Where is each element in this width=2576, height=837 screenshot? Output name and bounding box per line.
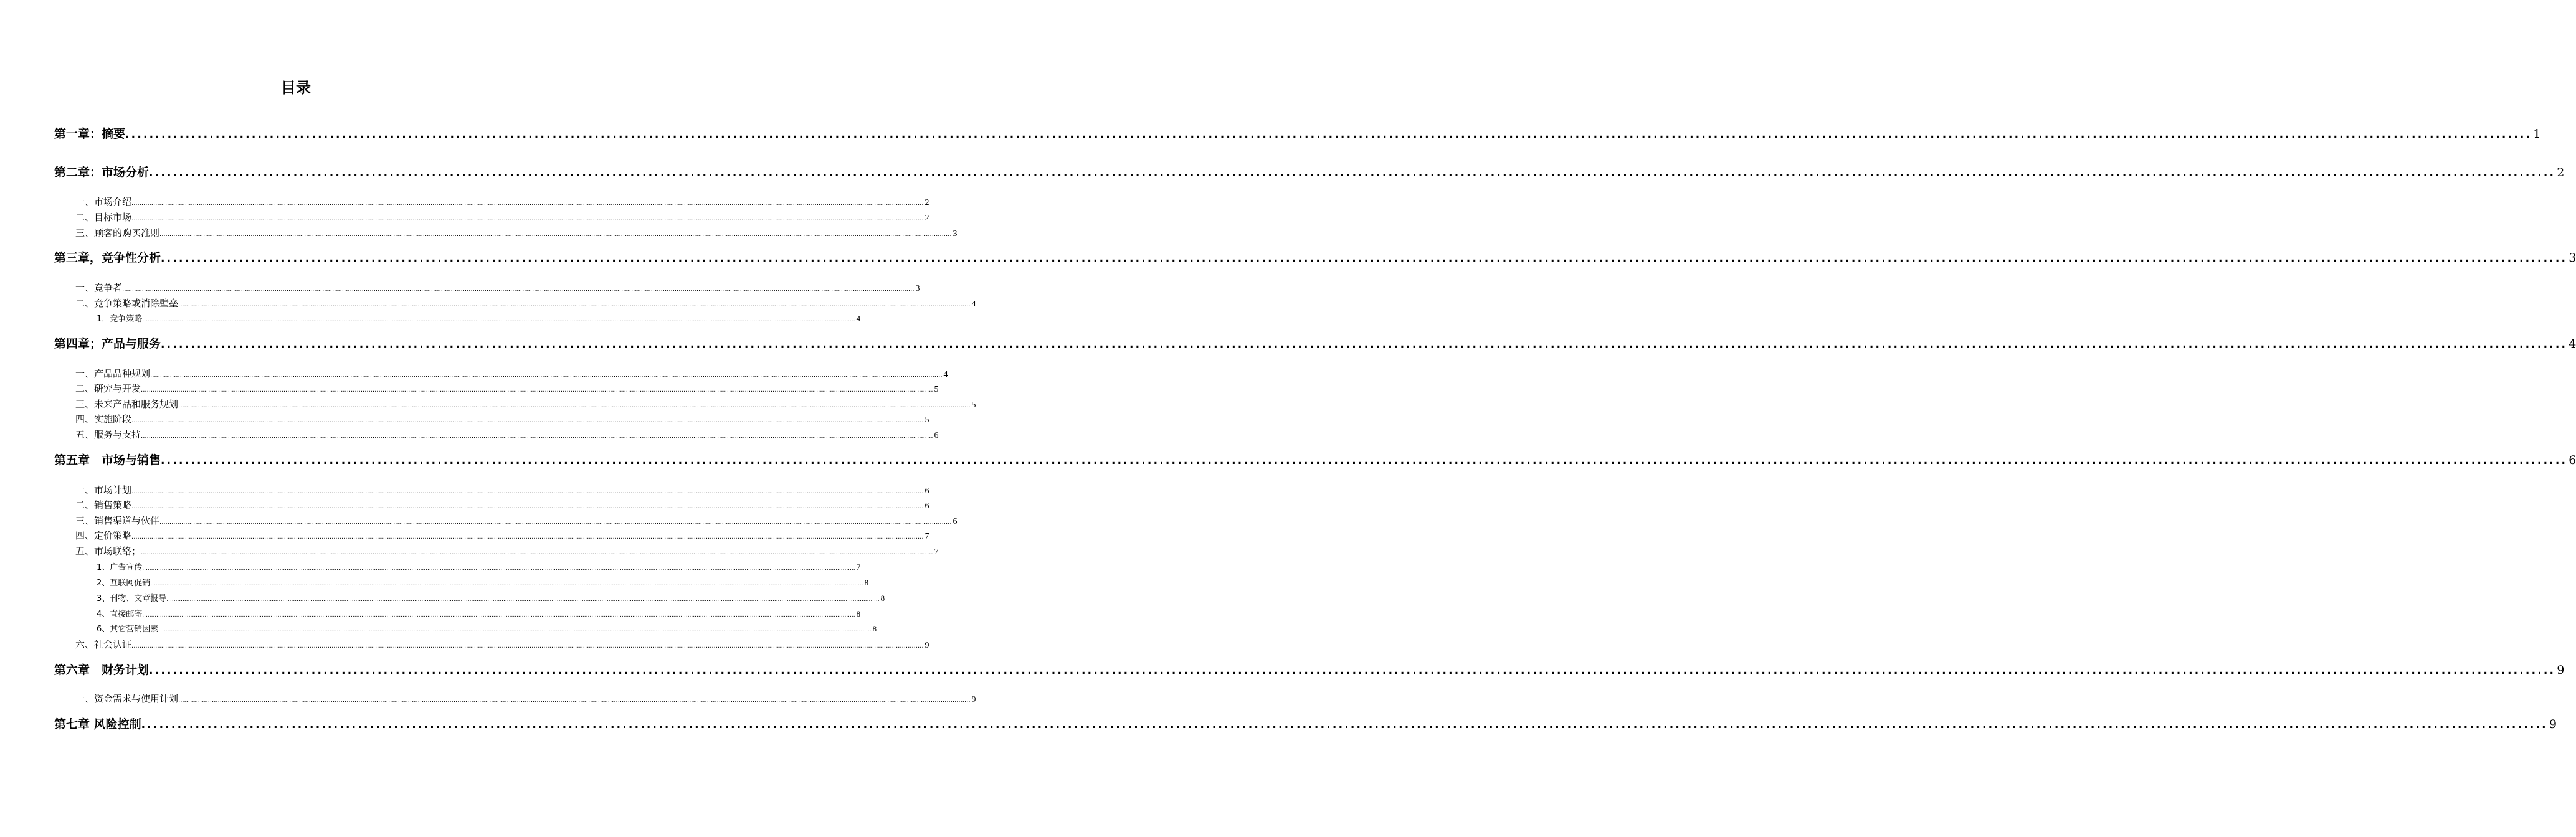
toc-chapter-entry[interactable] [54,248,2576,265]
toc-page-number: 5 [934,385,939,394]
toc-subsection-entry[interactable] [97,576,869,588]
toc-entry-label: 五、市场联络； [75,546,141,557]
toc-page-number: 6 [953,517,958,526]
dot-leader: ................................................................................................................................................................................................................................................................................................................................................................................................................ [166,597,880,603]
toc-section-entry[interactable] [75,638,929,650]
dot-leader: ................................................................................................................................................................................................................................................................................................................................................................................................................ [178,301,971,308]
toc-section-entry[interactable] [75,281,920,293]
toc-page-number: 5 [971,400,976,410]
toc-page-number: 6 [924,501,929,511]
toc-section-entry[interactable] [75,397,976,410]
toc-section-entry[interactable] [75,428,939,440]
toc-page-number: 6 [2569,453,2576,467]
toc-page-number: 3 [953,229,958,239]
toc-entry-label: 四、定价策略 [75,530,132,541]
toc-page-number: 6 [934,431,939,440]
toc-entry-label: 五、服务与支持 [75,429,141,440]
toc-chapter-entry[interactable] [54,451,2576,467]
dot-leader: ................................................................................................................................................................................................................................................................................................................................................................................................................ [142,612,855,618]
dot-leader: ................................................................................................................................................................................................................................................................................................................................................................................................................ [142,565,855,572]
toc-section-entry[interactable] [75,692,976,704]
toc-section-entry[interactable] [75,483,929,496]
toc-page-number: 3 [915,284,920,293]
toc-entry-label: 1、广告宣传 [97,563,143,572]
toc-page-number: 7 [924,532,929,541]
toc-page-number: 7 [934,547,939,557]
toc-page-number: 7 [856,562,861,572]
toc-page-number: 1 [2533,127,2541,141]
toc-section-entry[interactable] [75,412,929,425]
dot-leader: ................................................................................................................................................................................................................................................................................................................................................................................................................ [125,128,2532,141]
toc-page-number: 8 [872,624,877,633]
toc-entry-label: 四、实施阶段 [75,414,132,425]
toc-entry-label: 1．竞争策略 [97,314,143,324]
toc-entry-label: 二、目标市场 [75,212,132,223]
dot-leader: ................................................................................................................................................................................................................................................................................................................................................................................................................ [131,215,924,222]
toc-entry-label: 六、社会认证 [75,639,132,650]
toc-page-number: 4 [971,300,976,309]
toc-entry-label: 三、顾客的购买准则 [75,227,160,239]
dot-leader: ................................................................................................................................................................................................................................................................................................................................................................................................................ [131,534,924,541]
toc-page-number: 8 [880,593,885,603]
toc-page-number: 8 [864,578,869,587]
toc-subsection-entry[interactable] [97,312,861,324]
dot-leader: ................................................................................................................................................................................................................................................................................................................................................................................................................ [150,581,863,587]
toc-chapter-entry[interactable] [54,163,2565,179]
toc-section-entry[interactable] [75,367,948,379]
toc-entry-label: 第六章 财务计划 [54,663,150,677]
toc-entry-label: 一、市场介绍 [75,196,132,207]
dot-leader: ................................................................................................................................................................................................................................................................................................................................................................................................................ [159,231,952,238]
dot-leader: ................................................................................................................................................................................................................................................................................................................................................................................................................ [141,387,933,394]
toc-entry-label: 一、资金需求与使用计划 [75,693,179,704]
dot-leader: ................................................................................................................................................................................................................................................................................................................................................................................................................ [149,664,2556,677]
toc-entry-label: 二、研究与开发 [75,383,141,394]
toc-section-entry[interactable] [75,195,929,207]
toc-page-number: 8 [856,609,861,618]
toc-subsection-entry[interactable] [97,592,885,603]
toc-page-number: 4 [943,370,948,379]
toc-page-number: 5 [924,415,929,425]
toc-chapter-entry[interactable] [54,334,2576,351]
dot-leader: ................................................................................................................................................................................................................................................................................................................................................................................................................ [158,627,872,633]
toc-page-number: 4 [2569,337,2576,351]
toc-entry-label: 一、竞争者 [75,282,123,293]
toc-section-entry[interactable] [75,382,939,394]
toc-page-number: 6 [924,486,929,496]
toc-entry-label: 第一章：摘要 [54,127,126,141]
toc-section-entry[interactable] [75,226,958,239]
toc-entry-label: 第三章，竞争性分析 [54,251,161,265]
dot-leader: ................................................................................................................................................................................................................................................................................................................................................................................................................ [131,643,924,650]
toc-section-entry[interactable] [75,210,929,223]
toc-entry-label: 二、竞争策略或消除壁垒 [75,298,179,309]
toc-chapter-entry[interactable] [54,125,2541,141]
toc-subsection-entry[interactable] [97,622,877,634]
toc-subsection-entry[interactable] [97,560,861,572]
toc-entry-label: 一、产品品种规划 [75,368,151,379]
toc-entry-label: 三、未来产品和服务规划 [75,399,179,410]
toc-entry-label: 一、市场计划 [75,485,132,496]
dot-leader: ................................................................................................................................................................................................................................................................................................................................................................................................................ [131,488,924,495]
dot-leader: ................................................................................................................................................................................................................................................................................................................................................................................................................ [150,372,943,379]
toc-section-entry[interactable] [75,529,929,541]
dot-leader: ................................................................................................................................................................................................................................................................................................................................................................................................................ [178,402,971,409]
dot-leader: ................................................................................................................................................................................................................................................................................................................................................................................................................ [131,503,924,510]
dot-leader: ................................................................................................................................................................................................................................................................................................................................................................................................................ [131,417,924,424]
dot-leader: ................................................................................................................................................................................................................................................................................................................................................................................................................ [141,433,933,440]
toc-entry-label: 三、销售渠道与伙伴 [75,515,160,526]
dot-leader: ................................................................................................................................................................................................................................................................................................................................................................................................................ [149,167,2556,179]
toc-section-entry[interactable] [75,498,929,511]
dot-leader: ................................................................................................................................................................................................................................................................................................................................................................................................................ [141,549,933,556]
toc-entry-label: 第七章 风险控制 [54,717,141,731]
toc-page-number: 3 [2569,251,2576,265]
dot-leader: ................................................................................................................................................................................................................................................................................................................................................................................................................ [178,697,971,704]
toc-entry-label: 第五章 市场与销售 [54,453,161,467]
toc-entry-label: 第四章；产品与服务 [54,337,161,351]
toc-entry-label: 2、互联网促销 [97,579,151,588]
toc-page-number: 9 [924,641,929,650]
toc-page-number: 9 [2557,663,2565,677]
toc-entry-label: 第二章：市场分析 [54,166,150,179]
toc-entry-label: 3、刊物、文章报导 [97,594,167,603]
toc-section-entry[interactable] [75,544,939,557]
dot-leader: ................................................................................................................................................................................................................................................................................................................................................................................................................ [141,719,2548,731]
dot-leader: ................................................................................................................................................................................................................................................................................................................................................................................................................ [161,455,2568,467]
dot-leader: ................................................................................................................................................................................................................................................................................................................................................................................................................ [159,519,952,526]
toc-chapter-entry[interactable] [54,661,2565,677]
toc-page-number: 2 [924,214,929,223]
dot-leader: ................................................................................................................................................................................................................................................................................................................................................................................................................ [131,200,924,207]
toc-entry-label: 二、销售策略 [75,499,132,511]
toc-section-entry[interactable] [75,296,976,309]
dot-leader: ................................................................................................................................................................................................................................................................................................................................................................................................................ [161,338,2568,351]
dot-leader: ................................................................................................................................................................................................................................................................................................................................................................................................................ [142,317,855,323]
toc-page-number: 4 [856,314,861,323]
toc-page-number: 2 [924,198,929,207]
toc-page-number: 2 [2557,166,2565,179]
toc-section-entry[interactable] [75,514,958,526]
toc-title: 目录 [281,79,311,97]
toc-entry-label: 6、其它营销因素 [97,625,159,634]
toc-page-number: 9 [2549,717,2557,731]
dot-leader: ................................................................................................................................................................................................................................................................................................................................................................................................................ [161,252,2568,265]
toc-entry-label: 4、直接邮寄 [97,610,143,619]
toc-page-number: 9 [971,695,976,704]
toc-chapter-entry[interactable] [54,715,2557,731]
toc-subsection-entry[interactable] [97,607,861,619]
dot-leader: ................................................................................................................................................................................................................................................................................................................................................................................................................ [122,286,915,293]
